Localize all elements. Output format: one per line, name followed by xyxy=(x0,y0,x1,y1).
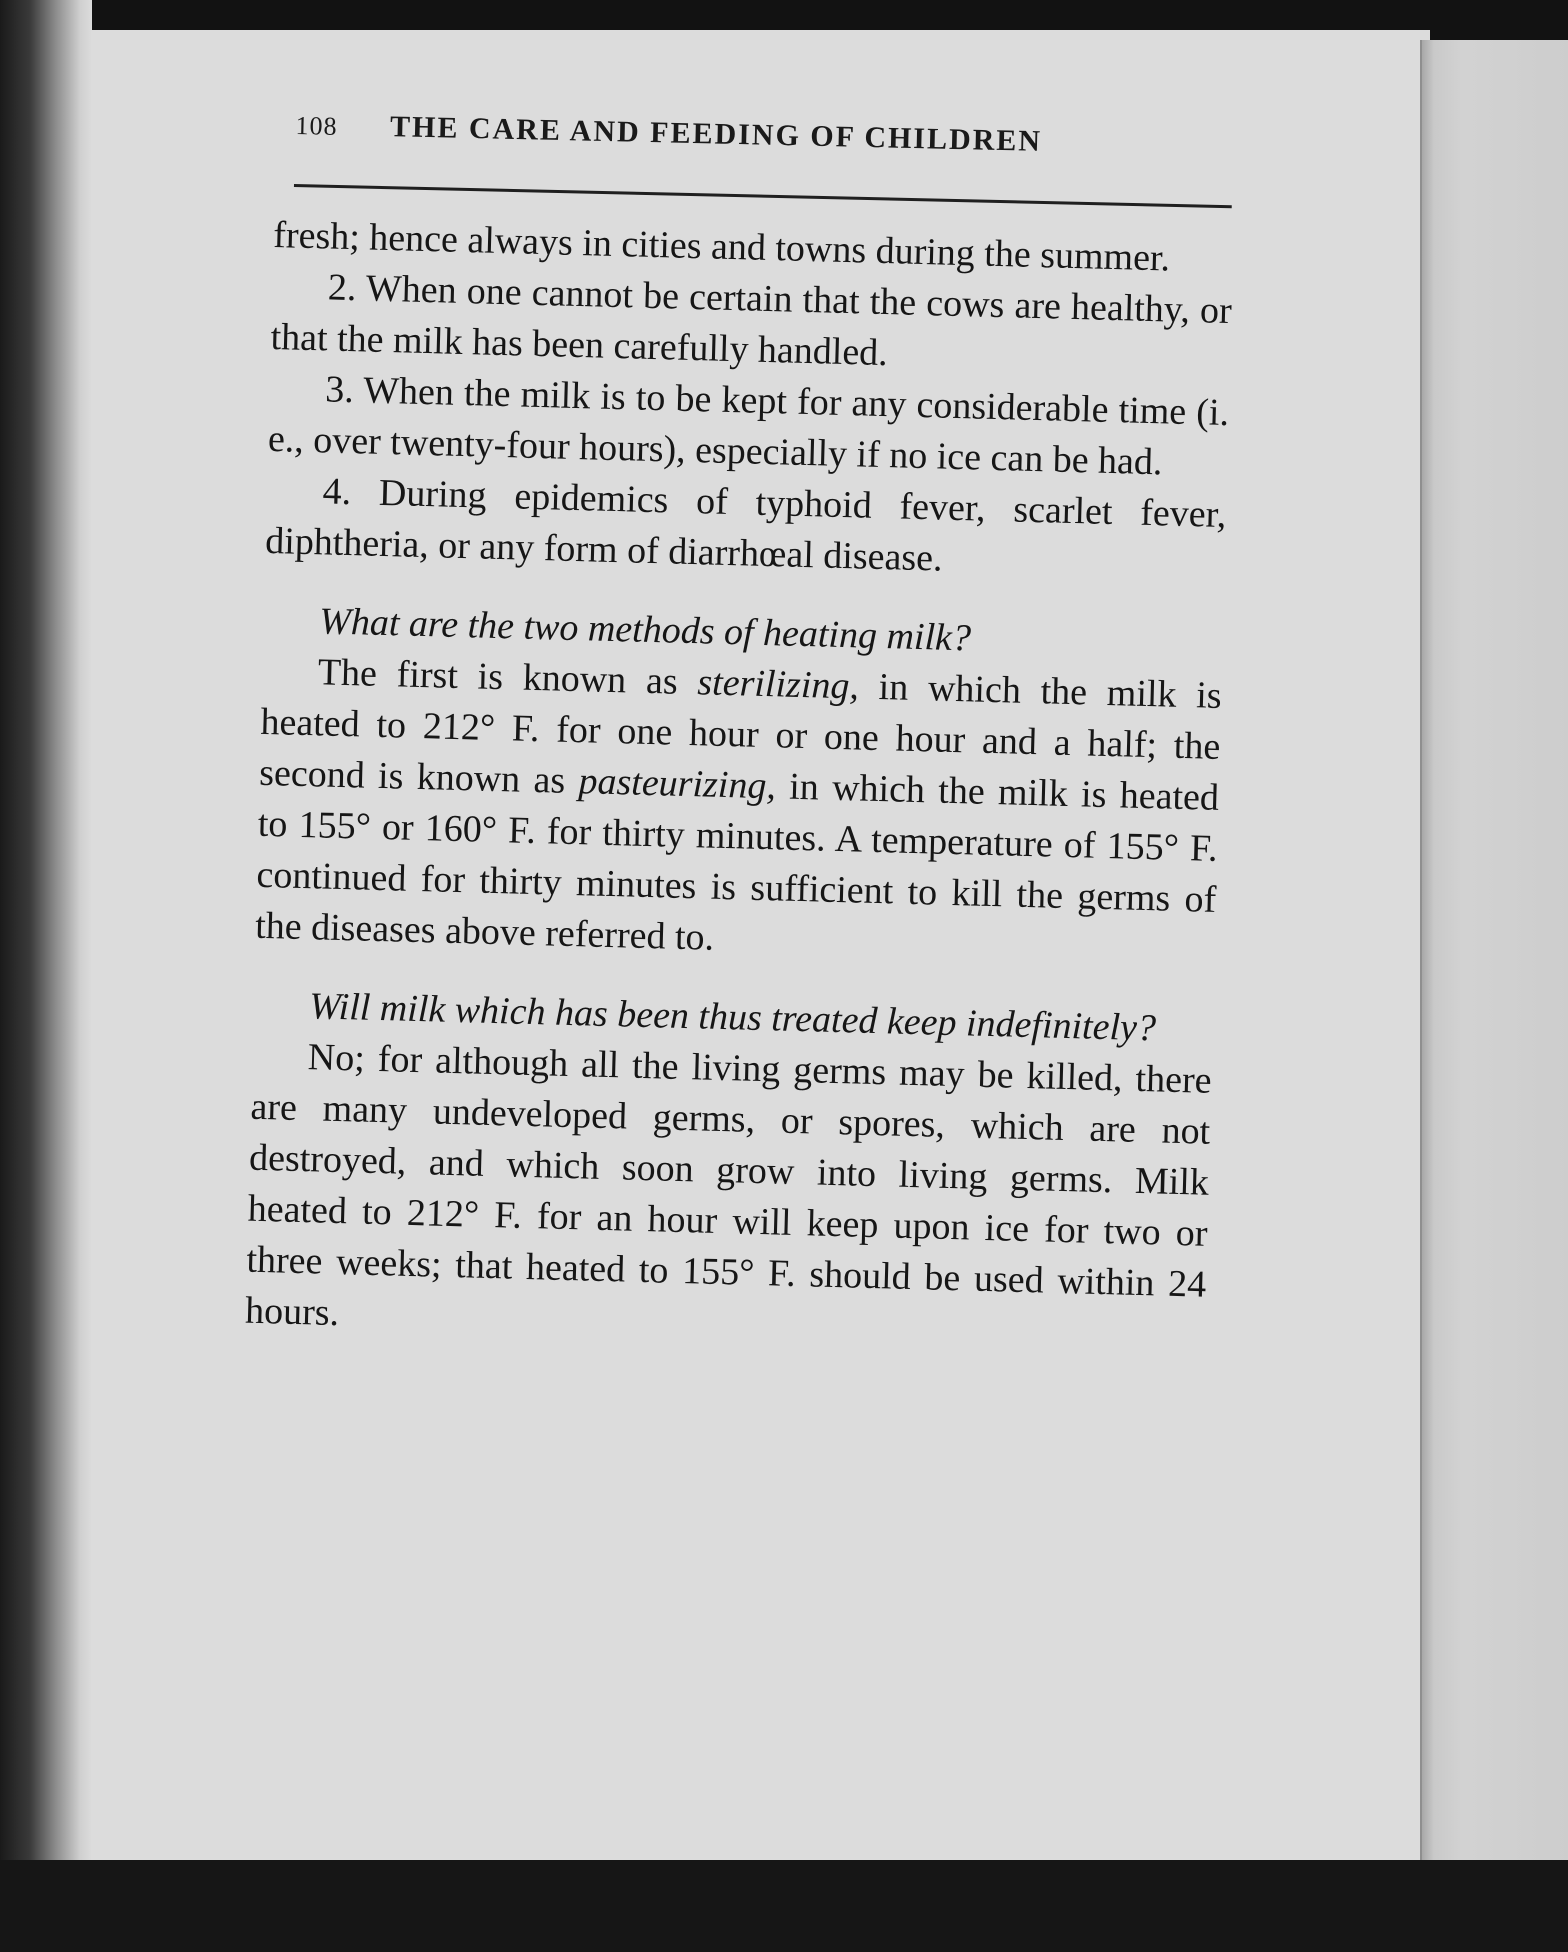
list-item-3: 3. When the milk is to be kept for any considerable time (i. e., over twenty-four hours), especially if no ice can be had. xyxy=(267,368,1230,484)
scan-bottom-edge xyxy=(0,1860,1568,1952)
continued-paragraph: fresh; hence always in cities and towns during the summer. xyxy=(272,213,1171,280)
answer-text-part: in which the milk is heated to 155° or 160° F. for thirty minutes. A temperature of 155° F. continued for thirty minutes is sufficient to kill the germs of the diseases above referred to. xyxy=(254,765,1220,959)
question-keep-indefinitely: Will milk which has been thus treated keep indefinitely? xyxy=(308,985,1157,1050)
facing-page-edge xyxy=(1420,40,1568,1890)
answer-heating-methods xyxy=(255,646,1223,977)
answer-text-part: in which the milk is heated to 212° F. for one hour or one hour and a half; the second is known as xyxy=(258,665,1223,803)
page-number: 108 xyxy=(295,110,338,141)
list-item-2: 2. When one cannot be certain that the cows are healthy, or that the milk has been carefully handled. xyxy=(270,266,1233,375)
answer-keep-indefinitely: No; for although all the living germs may be killed, there are many undeveloped germs, or spores, which are not destroyed, and which soon grow into living germs. Milk heated to 212° F. for an hour will keep upon ice for two or three weeks; that heated to 155° F. should be used within 24 hours. xyxy=(244,1036,1213,1335)
term-pasteurizing: pasteurizing, xyxy=(578,760,777,808)
book-spine-edge xyxy=(0,0,92,1952)
list-item-4: 4. During epidemics of typhoid fever, scarlet fever, diphtheria, or any form of diarrhœal disease. xyxy=(264,470,1227,580)
book-title: THE CARE AND FEEDING OF CHILDREN xyxy=(389,110,1043,158)
term-sterilizing: sterilizing, xyxy=(696,661,860,708)
page-body xyxy=(244,210,1233,1362)
question-heating-methods: What are the two methods of heating milk? xyxy=(318,600,972,660)
answer-text-part: The first is known as xyxy=(317,651,699,704)
